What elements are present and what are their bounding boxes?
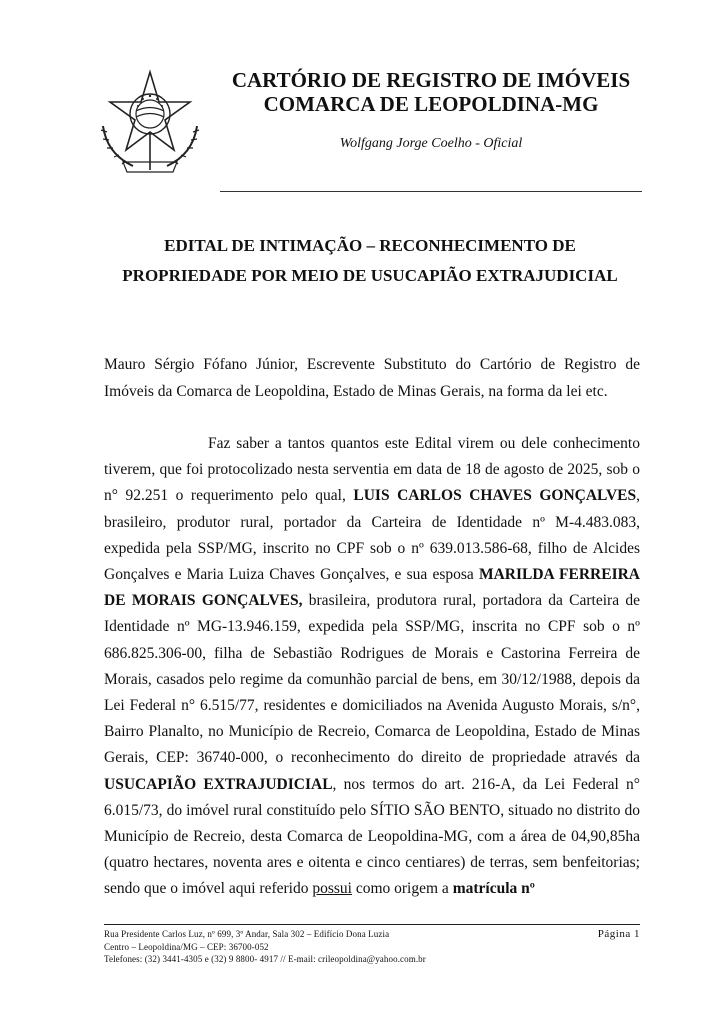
office-name: CARTÓRIO DE REGISTRO DE IMÓVEIS [231,68,631,92]
body-text-5: como origem a [351,880,453,898]
brazil-coat-of-arms-icon [93,66,207,182]
office-district: COMARCA DE LEOPOLDINA-MG [263,92,599,116]
spouse-name: MARILDA FERREIRA DE MORAIS GONÇALVES, [104,566,640,610]
applicant-name: LUIS CARLOS CHAVES GONÇALVES [353,487,637,505]
body-text-4: , nos termos do art. 216-A, da Lei Federal n° 6.015/73, do imóvel rural constituído pelo SÍTIO SÃO BENTO, situado no distrito do Município de Recreio, desta Comarca de Leopoldina-MG, com a área de 04,90,85ha (quatro hectares, noventa ares e oitenta e cinco centiares) de terras, sem benfeitorias; sendo que o imóvel aqui referido [104,775,640,898]
officer-name: Wolfgang Jorge Coelho - Oficial [339,136,523,151]
intro-paragraph: Mauro Sérgio Fófano Júnior, Escrevente Substituto do Cartório de Registro de Imóveis da Comarca de Leopoldina, Estado de Minas Gerais, na forma da lei etc. [104,356,640,400]
footer-address [104,928,426,966]
document-title [100,231,640,291]
body-text-1: Faz saber a tantos quantos este Edital virem ou dele conhecimento tiverem, que foi protocolizado nesta serventia em data de 18 de agosto de 2025, sob o n° 92.251 o requerimento pelo qual, [104,435,640,505]
footer-divider [104,924,640,925]
underlined-word: possui [312,880,352,898]
body-text-3: brasileira, produtora rural, portadora da Carteira de Identidade nº MG-13.946.159, expedida pela SSP/MG, inscrita no CPF sob o nº 686.825.306-00, filha de Sebastião Rodrigues de Morais e Castorina Ferreira de Morais, casados pelo regime da comunhão parcial de bens, em 30/12/1988, depois da Lei Federal n° 6.515/77, residentes e domiciliados na Avenida Augusto Morais, s/n°, Bairro Planalto, no Município de Recreio, Comarca de Leopoldina, Estado de Minas Gerais, CEP: 36740-000, o reconhecimento do direito de propriedade através da [104,592,640,767]
footer-line-2: Centro – Leopoldina/MG – CEP: 36700-052 [104,941,269,952]
procedure-name: USUCAPIÃO EXTRAJUDICIAL [104,775,333,793]
footer-line-1: Rua Presidente Carlos Luz, nº 699, 3º Andar, Sala 302 – Edifício Dona Luzia [104,929,390,939]
footer-line-3: Telefones: (32) 3441-4305 e (32) 9 8800- 4917 // E-mail: crileopoldina@yahoo.com.br [104,954,426,964]
body-text-2: , brasileiro, produtor rural, portador da Carteira de Identidade nº M-4.483.083, expedida pela SSP/MG, inscrito no CPF sob o nº 639.013.586-68, filho de Alcides Gonçalves e Maria Luiza Chaves Gonçalves, e sua esposa [104,487,640,584]
title-line-1: EDITAL DE INTIMAÇÃO – RECONHECIMENTO DE [164,236,576,255]
title-line-2: PROPRIEDADE POR MEIO DE USUCAPIÃO EXTRAJUDICIAL [122,266,618,285]
body-paragraph [104,431,640,903]
header-divider [220,191,642,192]
registry-reference: matrícula nº [452,880,535,898]
page-number: Página 1 [597,928,640,940]
